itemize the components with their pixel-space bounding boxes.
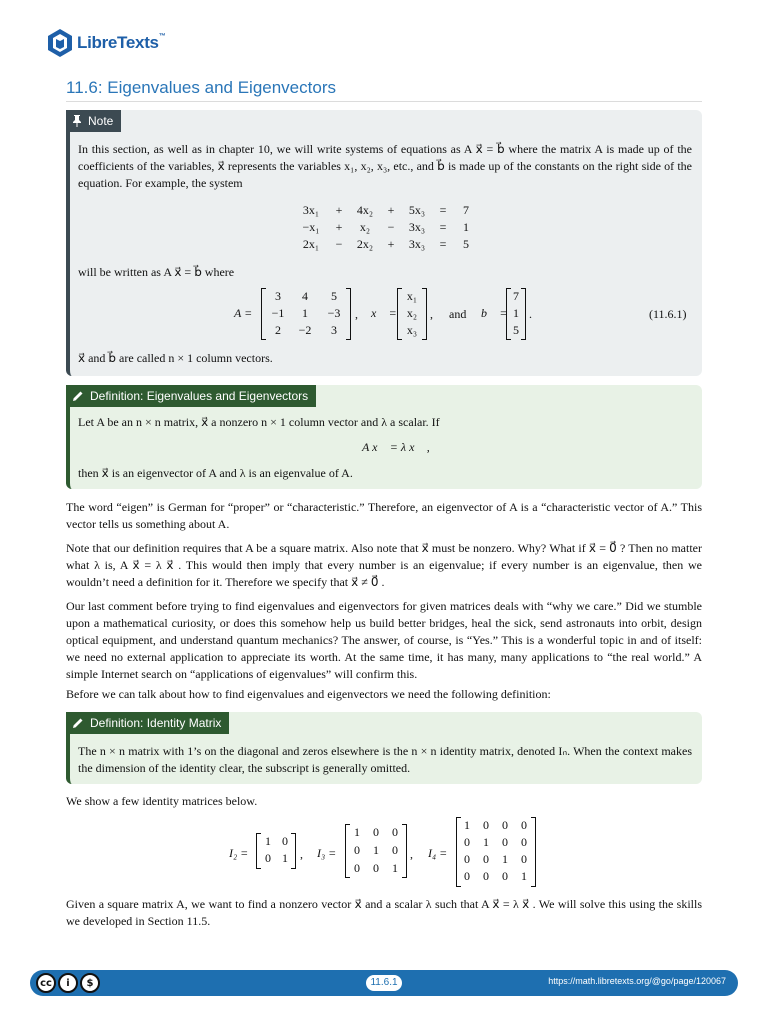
comma: , [430,307,433,321]
period: . [529,307,532,321]
paragraph-why-care: Our last comment before trying to find eigenvalues and eigenvectors for given matrices deals with “why we care.” Did we stumble upon a mathematical curiosity, or does this somehow help us build better bridges, heal the sick, send astronauts into orbit, design optical equipment, and understand quantum mechanics? The answer, of course, is “Yes.” This is a wonderful topic in and of itself: we need no external application to appreciate its worth. At the same time, it has many, many applications to “the real world.” A simple Internet search on “applications of eigenvalues” will confirm this. [66,599,702,681]
title-divider [66,101,702,102]
system-row-2: −x₁ + x₂ − 3x₃ = 1 [302,220,469,234]
identity-I4-label: I₄ = [428,846,448,860]
identity-matrix-I3: 1 0 0 0 1 0 0 0 1 [345,824,407,878]
attribution-icon: i [58,973,78,993]
libretexts-logo[interactable] [46,28,165,58]
cc-license-badge[interactable] [36,973,102,993]
vector-x-label: x⃗ = [371,306,397,320]
note-paragraph: In this section, as well as in chapter 10, we will write systems of equations as A x⃗ = b⃗ where the matrix A is made up of the coefficients of the variables, x⃗ represents the variables x₁, x₂, x₃, etc., and b⃗ is made up of the constants on the right side of the equation. For example, the system [78,142,692,190]
pencil-icon [72,717,84,729]
written-as-text: will be written as A x⃗ = b⃗ where [78,265,235,279]
vector-b: 7 1 5 [506,288,526,340]
identity-matrix-I4: 1 0 0 0 0 1 0 0 0 0 1 0 0 0 0 1 [456,817,536,887]
note-tag-label: Note [88,114,114,128]
paragraph-square-matrix: Note that our definition requires that A be a square matrix. Also note that x⃗ must be nonzero. Why? What if x⃗ = 0⃗ ? Then no matter what λ is, A x⃗ = λ x⃗ . This would then imply that every number is an eigenvalue; if every number is an eigenvalue, then we wouldn’t need a definition for it. Therefore we specify that x⃗ ≠ 0⃗ . [66,541,702,589]
identity-I3-label: I₃ = [317,846,337,860]
footer-bar [30,970,738,996]
libretexts-logo-icon [46,28,74,58]
matrix-A-label: A = [234,306,253,320]
vector-b-label: b⃗ = [481,306,508,320]
definition-eigen-equation: A x⃗ = λ x⃗ , [362,440,430,454]
definition-eigen-tag [66,385,316,407]
note-tag [66,110,121,132]
system-row-3: 2x₁ − 2x₂ + 3x₃ = 5 [302,237,469,251]
definition-identity-text: The n × n matrix with 1’s on the diagonal and zeros elsewhere is the n × n identity matrix, denoted Iₙ. When the context makes the dimension of the identity clear, the subscript is generally omitted. [78,744,692,775]
column-vectors-text: x⃗ and b⃗ are called n × 1 column vectors. [78,351,273,365]
paragraph-before-definition: Before we can talk about how to find eigenvalues and eigenvectors we need the following definition: [66,687,551,701]
paragraph-eigen-meaning: The word “eigen” is German for “proper” or “characteristic.” Therefore, an eigenvector of A is a “characteristic vector of A.” This vector tells us something about A. [66,500,702,531]
logo-text: LibreTexts™ [77,33,166,52]
equation-number: (11.6.1) [649,307,687,321]
identity-matrix-I2: 1 0 0 1 [256,833,296,869]
noncommercial-icon: $ [80,973,100,993]
vector-x: x₁ x₂ x₃ [397,288,427,340]
system-row-1: 3x₁ + 4x₂ + 5x₃ = 7 [302,203,469,217]
paragraph-given-square: Given a square matrix A, we want to find a nonzero vector x⃗ and a scalar λ such that A x⃗ = λ x⃗ . We will solve this using the skills we developed in Section 11.5. [66,897,702,928]
paragraph-identity-examples: We show a few identity matrices below. [66,794,258,808]
definition-identity-tag-label: Definition: Identity Matrix [90,716,222,730]
identity-I2-label: I₂ = [229,846,249,860]
definition-eigen-line1: Let A be an n × n matrix, x⃗ a nonzero n × 1 column vector and λ a scalar. If [78,415,440,429]
definition-eigen-tag-label: Definition: Eigenvalues and Eigenvectors [90,389,309,403]
pencil-icon [72,390,84,402]
definition-eigen-line2: then x⃗ is an eigenvector of A and λ is an eigenvalue of A. [78,466,353,480]
page-title: 11.6: Eigenvalues and Eigenvectors [66,78,336,97]
matrix-A: 3 4 5 −1 1 −3 2 −2 3 [261,288,351,340]
pin-icon [72,115,82,127]
page-url-link[interactable]: https://math.libretexts.org/@go/page/120067 [548,976,726,986]
definition-identity-tag [66,712,229,734]
comma: , [410,847,413,861]
comma: , [355,307,358,321]
page-number: 11.6.1 [366,975,402,991]
comma: , [300,847,303,861]
cc-icon: cc [36,973,56,993]
and-text: and [449,307,467,321]
